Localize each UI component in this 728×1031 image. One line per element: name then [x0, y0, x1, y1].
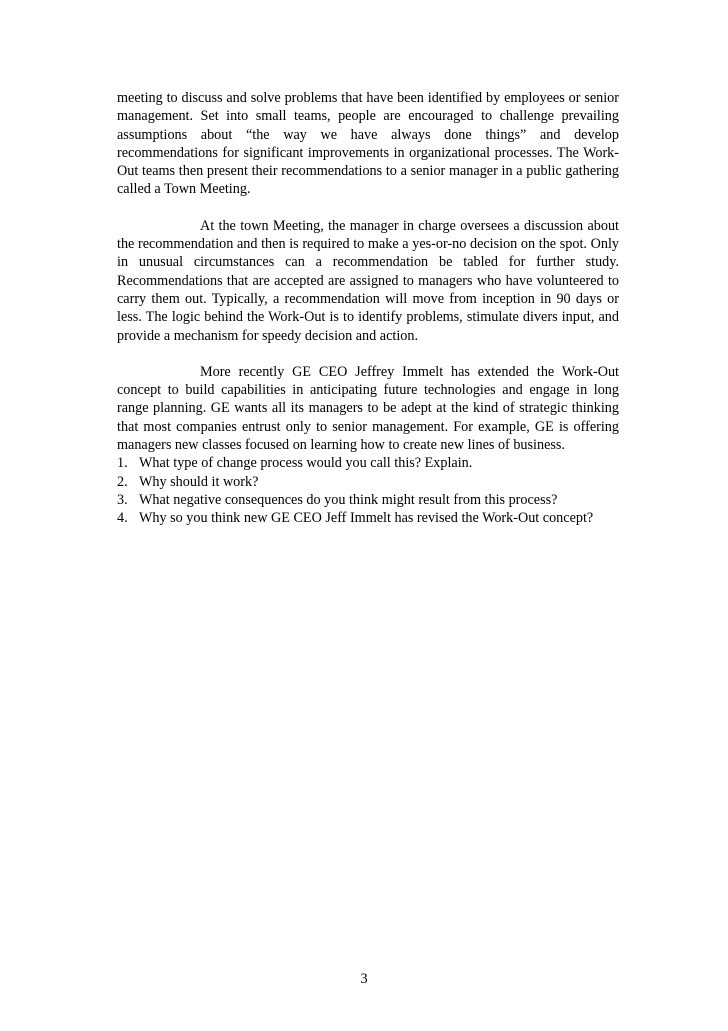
paragraph-spacer — [117, 199, 619, 217]
question-item — [117, 491, 619, 509]
question-number: 4. — [117, 510, 128, 527]
body-text — [117, 89, 619, 528]
question-text: What negative consequences do you think might result from this process? — [139, 491, 558, 508]
paragraph-immelt-extension: More recently GE CEO Jeffrey Immelt has extended the Work-Out concept to build capabilities in anticipating future technologies and engage in long range planning. GE wants all its managers to be adept at the kind of strategic thinking that most companies entrust only to senior management. For example, GE is offering managers new classes focused on learning how to create new lines of business. — [117, 363, 619, 454]
question-number: 2. — [117, 473, 128, 490]
question-item — [117, 454, 619, 472]
question-item — [117, 509, 619, 527]
paragraph-town-meeting: At the town Meeting, the manager in charge oversees a discussion about the recommendation and then is required to make a yes-or-no decision on the spot. Only in unusual circumstances can a recommendation be tabled for further study. Recommendations that are accepted are assigned to managers who have volunteered to carry them out. Typically, a recommendation will move from inception in 90 days or less. The logic behind the Work-Out is to identify problems, stimulate divers input, and provide a mechanism for speedy decision and action. — [117, 217, 619, 344]
question-text: What type of change process would you call this? Explain. — [139, 455, 473, 472]
paragraph-spacer — [117, 345, 619, 363]
page-number: 3 — [360, 971, 368, 987]
paragraph-work-out-meeting: meeting to discuss and solve problems that have been identified by employees or senior management. Set into small teams, people are encouraged to challenge prevailing assumptions about “the way we have always done things” and develop recommendations for significant improvements in organizational processes. The Work-Out teams then present their recommendations to a senior manager in a public gathering called a Town Meeting. — [117, 90, 619, 198]
question-number: 3. — [117, 491, 128, 508]
question-list — [117, 454, 619, 527]
question-text: Why should it work? — [139, 473, 259, 490]
question-item — [117, 473, 619, 491]
question-number: 1. — [117, 455, 128, 472]
question-text: Why so you think new GE CEO Jeff Immelt has revised the Work-Out concept? — [139, 510, 594, 527]
